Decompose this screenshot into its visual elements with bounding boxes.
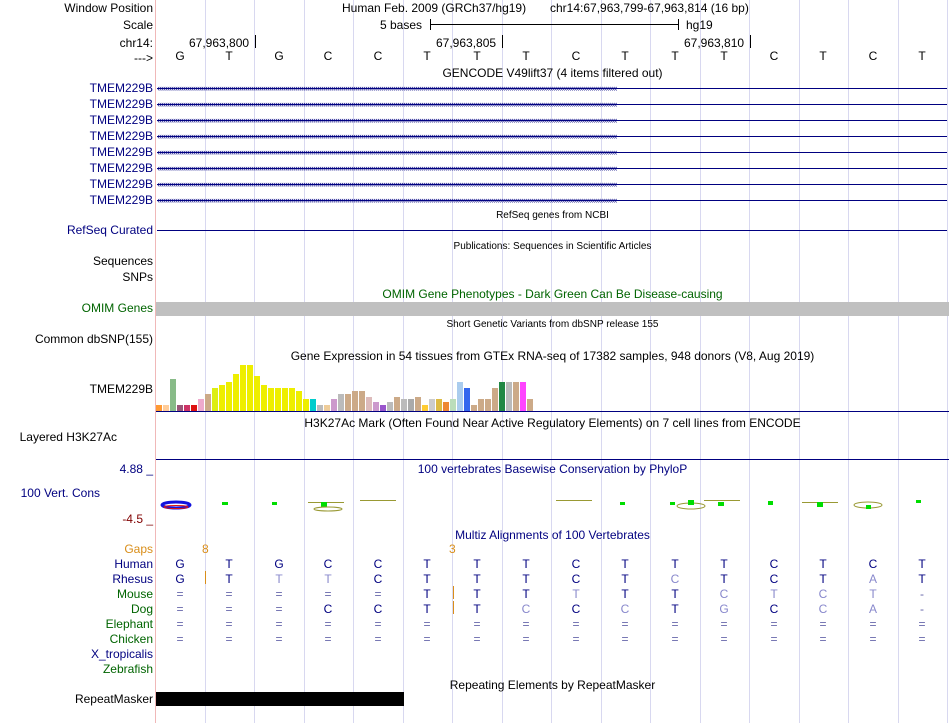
gtex-tissue-bar[interactable] <box>499 382 505 411</box>
alignment-base: = <box>225 587 233 601</box>
gtex-tissue-bar[interactable] <box>247 365 253 411</box>
gtex-tissue-bar[interactable] <box>198 399 204 411</box>
alignment-base: T <box>423 557 431 571</box>
species-label[interactable]: Human <box>114 557 153 571</box>
omim-gene-bar[interactable] <box>156 302 949 316</box>
strand-chevrons: ‹‹‹‹‹‹‹‹‹‹‹‹‹‹‹‹‹‹‹‹‹‹‹‹‹‹‹‹‹‹‹‹‹‹‹‹‹‹‹‹‹‹‹‹‹‹‹‹‹‹‹‹‹‹‹‹‹‹‹‹‹‹‹‹‹‹‹‹‹‹‹‹‹‹‹‹‹‹‹‹‹‹‹‹‹‹‹‹‹‹‹‹‹‹‹‹‹‹‹‹‹‹‹‹‹‹‹‹‹‹‹‹‹‹‹‹‹‹‹‹‹‹‹‹‹‹‹‹‹‹‹‹‹‹‹‹‹‹‹‹‹‹‹‹‹‹‹‹‹‹‹‹‹‹‹‹‹‹‹‹‹‹‹‹‹‹‹‹‹‹‹‹‹‹‹‹‹‹‹‹‹‹‹‹‹‹‹‹‹‹‹‹‹‹‹‹‹‹‹‹‹‹‹‹‹‹‹‹‹‹‹‹‹‹‹‹‹‹‹‹‹‹‹‹‹‹‹‹‹‹ <box>157 163 617 173</box>
alignment-base: = <box>720 632 728 646</box>
gencode-item-label[interactable]: TMEM229B <box>89 97 153 111</box>
phylop-track-graph[interactable] <box>156 492 949 516</box>
gtex-tissue-bar[interactable] <box>366 397 372 411</box>
scale-label: Scale <box>122 18 153 32</box>
alignment-base: T <box>522 587 530 601</box>
alignment-base: T <box>918 557 926 571</box>
base-letter: T <box>819 49 827 63</box>
omim-track-title: OMIM Gene Phenotypes - Dark Green Can Be Disease-causing <box>382 287 723 301</box>
gencode-item-label[interactable]: TMEM229B <box>89 113 153 127</box>
alignment-base: C <box>571 572 581 586</box>
alignment-base: T <box>522 557 530 571</box>
base-letter: C <box>323 49 333 63</box>
snps-label[interactable]: SNPs <box>122 270 153 284</box>
alignment-base: G <box>719 602 729 616</box>
alignment-base: C <box>373 602 383 616</box>
gtex-tissue-bar[interactable] <box>492 388 498 411</box>
sequences-label[interactable]: Sequences <box>92 254 153 268</box>
alignment-base: T <box>720 572 728 586</box>
gtex-tissue-bar[interactable] <box>373 402 379 411</box>
alignment-base: T <box>621 572 629 586</box>
strand-chevrons: ‹‹‹‹‹‹‹‹‹‹‹‹‹‹‹‹‹‹‹‹‹‹‹‹‹‹‹‹‹‹‹‹‹‹‹‹‹‹‹‹‹‹‹‹‹‹‹‹‹‹‹‹‹‹‹‹‹‹‹‹‹‹‹‹‹‹‹‹‹‹‹‹‹‹‹‹‹‹‹‹‹‹‹‹‹‹‹‹‹‹‹‹‹‹‹‹‹‹‹‹‹‹‹‹‹‹‹‹‹‹‹‹‹‹‹‹‹‹‹‹‹‹‹‹‹‹‹‹‹‹‹‹‹‹‹‹‹‹‹‹‹‹‹‹‹‹‹‹‹‹‹‹‹‹‹‹‹‹‹‹‹‹‹‹‹‹‹‹‹‹‹‹‹‹‹‹‹‹‹‹‹‹‹‹‹‹‹‹‹‹‹‹‹‹‹‹‹‹‹‹‹‹‹‹‹‹‹‹‹‹‹‹‹‹‹‹‹‹‹‹‹‹‹‹‹‹‹‹‹‹ <box>157 131 617 141</box>
multiz-track-title: Multiz Alignments of 100 Vertebrates <box>455 528 650 542</box>
alignment-base: T <box>621 557 629 571</box>
gtex-tissue-bar[interactable] <box>359 391 365 411</box>
insertion-mark <box>205 571 206 584</box>
strand-chevrons: ‹‹‹‹‹‹‹‹‹‹‹‹‹‹‹‹‹‹‹‹‹‹‹‹‹‹‹‹‹‹‹‹‹‹‹‹‹‹‹‹‹‹‹‹‹‹‹‹‹‹‹‹‹‹‹‹‹‹‹‹‹‹‹‹‹‹‹‹‹‹‹‹‹‹‹‹‹‹‹‹‹‹‹‹‹‹‹‹‹‹‹‹‹‹‹‹‹‹‹‹‹‹‹‹‹‹‹‹‹‹‹‹‹‹‹‹‹‹‹‹‹‹‹‹‹‹‹‹‹‹‹‹‹‹‹‹‹‹‹‹‹‹‹‹‹‹‹‹‹‹‹‹‹‹‹‹‹‹‹‹‹‹‹‹‹‹‹‹‹‹‹‹‹‹‹‹‹‹‹‹‹‹‹‹‹‹‹‹‹‹‹‹‹‹‹‹‹‹‹‹‹‹‹‹‹‹‹‹‹‹‹‹‹‹‹‹‹‹‹‹‹‹‹‹‹‹‹‹‹‹ <box>157 115 617 125</box>
gtex-tissue-bar[interactable] <box>450 399 456 411</box>
gap-count: 3 <box>449 542 456 556</box>
gencode-item-label[interactable]: TMEM229B <box>89 177 153 191</box>
alignment-base: = <box>770 617 778 631</box>
alignment-base: T <box>275 572 283 586</box>
base-letter: T <box>720 49 728 63</box>
gtex-tissue-bar[interactable] <box>415 397 421 411</box>
refseq-gene-line[interactable] <box>157 230 947 231</box>
alignment-base: = <box>275 632 283 646</box>
base-letter: T <box>621 49 629 63</box>
gencode-track-title: GENCODE V49lift37 (4 items filtered out) <box>442 66 663 80</box>
alignment-base: T <box>423 587 431 601</box>
phylop-mark <box>620 502 625 505</box>
alignment-base: T <box>522 572 530 586</box>
gtex-tissue-bar[interactable] <box>513 382 519 411</box>
gtex-tissue-bar[interactable] <box>527 399 533 411</box>
alignment-base: = <box>275 587 283 601</box>
gtex-bar-chart[interactable] <box>156 363 949 411</box>
insertion-mark <box>453 601 454 614</box>
gtex-tissue-bar[interactable] <box>296 391 302 411</box>
phylop-min-label: -4.5 _ <box>122 512 153 526</box>
base-letter: C <box>571 49 581 63</box>
alignment-base: = <box>621 617 629 631</box>
alignment-base: = <box>324 617 332 631</box>
alignment-base: = <box>176 602 184 616</box>
position-text[interactable]: chr14:67,963,799-67,963,814 (16 bp) <box>550 1 749 15</box>
base-letter: T <box>522 49 530 63</box>
alignment-base: C <box>868 557 878 571</box>
alignment-base: = <box>374 617 382 631</box>
assembly-title[interactable]: Human Feb. 2009 (GRCh37/hg19) <box>342 1 527 15</box>
phylop-mark <box>866 505 871 509</box>
alignment-base: = <box>225 617 233 631</box>
alignment-base: = <box>918 617 926 631</box>
base-letter: C <box>373 49 383 63</box>
h3k27ac-baseline <box>156 459 949 460</box>
alignment-base: T <box>671 587 679 601</box>
alignment-base: = <box>275 617 283 631</box>
species-label[interactable]: Dog <box>130 602 153 616</box>
alignment-base: = <box>869 617 877 631</box>
alignment-base: A <box>868 602 877 616</box>
base-letter: G <box>175 49 185 63</box>
species-label[interactable]: Zebrafish <box>102 662 153 676</box>
omim-track-label[interactable]: OMIM Genes <box>81 301 153 315</box>
coord-tick-label: 67,963,800 <box>189 36 250 50</box>
phylop-mark <box>718 502 724 506</box>
phylop-mark <box>222 502 228 505</box>
alignment-base: = <box>275 602 283 616</box>
coord-tick <box>255 35 256 48</box>
gtex-tissue-bar[interactable] <box>345 394 351 411</box>
alignment-base: = <box>918 632 926 646</box>
base-letter: T <box>671 49 679 63</box>
gtex-tissue-bar[interactable] <box>401 399 407 411</box>
gtex-track-label[interactable]: TMEM229B <box>89 382 153 396</box>
coord-tick-label: 67,963,810 <box>684 36 745 50</box>
gtex-tissue-bar[interactable] <box>303 399 309 411</box>
scale-bar <box>430 24 678 25</box>
strand-chevrons: ‹‹‹‹‹‹‹‹‹‹‹‹‹‹‹‹‹‹‹‹‹‹‹‹‹‹‹‹‹‹‹‹‹‹‹‹‹‹‹‹‹‹‹‹‹‹‹‹‹‹‹‹‹‹‹‹‹‹‹‹‹‹‹‹‹‹‹‹‹‹‹‹‹‹‹‹‹‹‹‹‹‹‹‹‹‹‹‹‹‹‹‹‹‹‹‹‹‹‹‹‹‹‹‹‹‹‹‹‹‹‹‹‹‹‹‹‹‹‹‹‹‹‹‹‹‹‹‹‹‹‹‹‹‹‹‹‹‹‹‹‹‹‹‹‹‹‹‹‹‹‹‹‹‹‹‹‹‹‹‹‹‹‹‹‹‹‹‹‹‹‹‹‹‹‹‹‹‹‹‹‹‹‹‹‹‹‹‹‹‹‹‹‹‹‹‹‹‹‹‹‹‹‹‹‹‹‹‹‹‹‹‹‹‹‹‹‹‹‹‹‹‹‹‹‹‹‹‹‹‹ <box>157 147 617 157</box>
coord-tick-label: 67,963,805 <box>436 36 497 50</box>
alignment-base: T <box>869 587 877 601</box>
alignment-base: C <box>719 587 729 601</box>
gaps-label: Gaps <box>124 542 153 556</box>
alignment-base: T <box>473 572 481 586</box>
gencode-item-label[interactable]: TMEM229B <box>89 161 153 175</box>
alignment-base: C <box>323 557 333 571</box>
base-letter: T <box>423 49 431 63</box>
base-letter: T <box>225 49 233 63</box>
gap-count: 8 <box>202 542 209 556</box>
gtex-tissue-bar[interactable] <box>429 399 435 411</box>
phylop-mark <box>768 501 773 505</box>
species-label[interactable]: Elephant <box>105 617 153 631</box>
phylop-mark <box>272 502 277 505</box>
species-label[interactable]: Mouse <box>116 587 153 601</box>
phylop-track-label[interactable]: 100 Vert. Cons <box>20 486 100 500</box>
gtex-tissue-bar[interactable] <box>443 402 449 411</box>
gtex-tissue-bar[interactable] <box>331 399 337 411</box>
alignment-base: G <box>274 557 284 571</box>
phylop-mark <box>817 502 823 507</box>
alignment-base: = <box>423 617 431 631</box>
gtex-tissue-bar[interactable] <box>436 399 442 411</box>
gtex-tissue-bar[interactable] <box>240 365 246 411</box>
alignment-base: = <box>225 602 233 616</box>
gtex-tissue-bar[interactable] <box>212 388 218 411</box>
gtex-tissue-bar[interactable] <box>275 388 281 411</box>
gencode-item-label[interactable]: TMEM229B <box>89 193 153 207</box>
alignment-base: T <box>918 572 926 586</box>
base-letter: T <box>918 49 926 63</box>
gtex-tissue-bar[interactable] <box>233 374 239 411</box>
refseq-track-title: RefSeq genes from NCBI <box>496 210 609 221</box>
alignment-base: C <box>620 602 630 616</box>
gtex-tissue-bar[interactable] <box>261 385 267 411</box>
gtex-tissue-bar[interactable] <box>485 399 491 411</box>
scale-db: hg19 <box>686 18 713 32</box>
phylop-mark <box>688 500 694 505</box>
gencode-item-label[interactable]: TMEM229B <box>89 129 153 143</box>
alignment-base: C <box>769 602 779 616</box>
alignment-base: = <box>572 617 580 631</box>
gtex-tissue-bar[interactable] <box>457 382 463 411</box>
alignment-base: T <box>720 557 728 571</box>
alignment-base: C <box>818 602 828 616</box>
gtex-tissue-bar[interactable] <box>506 382 512 411</box>
alignment-base: C <box>323 602 333 616</box>
alignment-base: G <box>175 557 185 571</box>
alignment-base: = <box>819 617 827 631</box>
alignment-base: = <box>176 632 184 646</box>
alignment-base: C <box>818 587 828 601</box>
alignment-base: T <box>324 572 332 586</box>
phylop-mark <box>556 500 592 501</box>
alignment-base: = <box>225 632 233 646</box>
alignment-base: T <box>225 557 233 571</box>
gtex-tissue-bar[interactable] <box>219 385 225 411</box>
gtex-tissue-bar[interactable] <box>408 399 414 411</box>
gtex-tissue-bar[interactable] <box>352 391 358 411</box>
scale-text: 5 bases <box>380 18 423 32</box>
alignment-base: = <box>324 587 332 601</box>
phylop-mark <box>704 500 740 501</box>
gtex-track-title: Gene Expression in 54 tissues from GTEx RNA-seq of 17382 samples, 948 donors (V8, Aug 2019) <box>290 349 815 363</box>
alignment-base: T <box>225 572 233 586</box>
species-label[interactable]: Chicken <box>109 632 153 646</box>
coord-tick <box>502 35 503 48</box>
alignment-base: C <box>571 557 581 571</box>
dbsnp-track-title: Short Genetic Variants from dbSNP release 155 <box>446 319 659 330</box>
repeatmasker-track-label[interactable]: RepeatMasker <box>74 692 153 706</box>
repeatmasker-track-title: Repeating Elements by RepeatMasker <box>449 678 656 692</box>
phylop-track-title: 100 vertebrates Basewise Conservation by PhyloP <box>417 462 688 476</box>
species-label[interactable]: X_tropicalis <box>90 647 153 661</box>
alignment-base: = <box>720 617 728 631</box>
gtex-tissue-bar[interactable] <box>338 394 344 411</box>
strand-chevrons: ‹‹‹‹‹‹‹‹‹‹‹‹‹‹‹‹‹‹‹‹‹‹‹‹‹‹‹‹‹‹‹‹‹‹‹‹‹‹‹‹‹‹‹‹‹‹‹‹‹‹‹‹‹‹‹‹‹‹‹‹‹‹‹‹‹‹‹‹‹‹‹‹‹‹‹‹‹‹‹‹‹‹‹‹‹‹‹‹‹‹‹‹‹‹‹‹‹‹‹‹‹‹‹‹‹‹‹‹‹‹‹‹‹‹‹‹‹‹‹‹‹‹‹‹‹‹‹‹‹‹‹‹‹‹‹‹‹‹‹‹‹‹‹‹‹‹‹‹‹‹‹‹‹‹‹‹‹‹‹‹‹‹‹‹‹‹‹‹‹‹‹‹‹‹‹‹‹‹‹‹‹‹‹‹‹‹‹‹‹‹‹‹‹‹‹‹‹‹‹‹‹‹‹‹‹‹‹‹‹‹‹‹‹‹‹‹‹‹‹‹‹‹‹‹‹‹‹‹‹‹ <box>157 99 617 109</box>
alignment-base: = <box>671 617 679 631</box>
gtex-tissue-bar[interactable] <box>310 399 316 411</box>
gtex-baseline <box>156 411 949 412</box>
alignment-base: C <box>373 557 383 571</box>
base-letter: C <box>769 49 779 63</box>
alignment-base: C <box>521 602 531 616</box>
publications-track-title: Publications: Sequences in Scientific Articles <box>453 241 652 252</box>
alignment-base: - <box>920 602 924 616</box>
h3k27ac-track-label[interactable]: Layered H3K27Ac <box>19 430 117 444</box>
alignment-base: T <box>473 587 481 601</box>
alignment-base: C <box>571 602 581 616</box>
gencode-item-label[interactable]: TMEM229B <box>89 81 153 95</box>
chrom-label: chr14: <box>119 36 153 50</box>
alignment-base: T <box>572 587 580 601</box>
alignment-base: C <box>769 557 779 571</box>
phylop-mark <box>321 502 327 507</box>
species-label[interactable]: Rhesus <box>112 572 153 586</box>
alignment-base: T <box>423 572 431 586</box>
alignment-base: T <box>423 602 431 616</box>
gtex-tissue-bar[interactable] <box>394 397 400 411</box>
scale-bar-right-tick <box>678 19 679 30</box>
repeatmasker-element[interactable] <box>156 692 404 706</box>
alignment-base: = <box>473 632 481 646</box>
alignment-base: = <box>423 632 431 646</box>
phylop-mark <box>360 500 396 501</box>
alignment-base: = <box>522 632 530 646</box>
strand-chevrons: ‹‹‹‹‹‹‹‹‹‹‹‹‹‹‹‹‹‹‹‹‹‹‹‹‹‹‹‹‹‹‹‹‹‹‹‹‹‹‹‹‹‹‹‹‹‹‹‹‹‹‹‹‹‹‹‹‹‹‹‹‹‹‹‹‹‹‹‹‹‹‹‹‹‹‹‹‹‹‹‹‹‹‹‹‹‹‹‹‹‹‹‹‹‹‹‹‹‹‹‹‹‹‹‹‹‹‹‹‹‹‹‹‹‹‹‹‹‹‹‹‹‹‹‹‹‹‹‹‹‹‹‹‹‹‹‹‹‹‹‹‹‹‹‹‹‹‹‹‹‹‹‹‹‹‹‹‹‹‹‹‹‹‹‹‹‹‹‹‹‹‹‹‹‹‹‹‹‹‹‹‹‹‹‹‹‹‹‹‹‹‹‹‹‹‹‹‹‹‹‹‹‹‹‹‹‹‹‹‹‹‹‹‹‹‹‹‹‹‹‹‹‹‹‹‹‹‹‹‹‹ <box>157 195 617 205</box>
gtex-tissue-bar[interactable] <box>268 388 274 411</box>
gtex-tissue-bar[interactable] <box>464 388 470 411</box>
alignment-base: A <box>868 572 877 586</box>
phylop-mark <box>916 500 921 503</box>
alignment-base: = <box>522 617 530 631</box>
alignment-base: = <box>819 632 827 646</box>
alignment-base: = <box>374 632 382 646</box>
alignment-base: = <box>621 632 629 646</box>
alignment-base: = <box>473 617 481 631</box>
alignment-base: = <box>869 632 877 646</box>
alignment-base: = <box>572 632 580 646</box>
gtex-tissue-bar[interactable] <box>226 382 232 411</box>
phylop-max-label: 4.88 _ <box>119 462 153 476</box>
alignment-base: = <box>176 617 184 631</box>
alignment-base: G <box>175 572 185 586</box>
alignment-base: C <box>670 572 680 586</box>
coord-tick <box>750 35 751 48</box>
gtex-tissue-bar[interactable] <box>170 379 176 411</box>
dbsnp-track-label[interactable]: Common dbSNP(155) <box>34 332 153 346</box>
alignment-base: = <box>374 587 382 601</box>
alignment-base: - <box>920 587 924 601</box>
gtex-tissue-bar[interactable] <box>282 388 288 411</box>
alignment-base: T <box>473 602 481 616</box>
alignment-base: = <box>770 632 778 646</box>
gtex-tissue-bar[interactable] <box>289 388 295 411</box>
strand-chevrons: ‹‹‹‹‹‹‹‹‹‹‹‹‹‹‹‹‹‹‹‹‹‹‹‹‹‹‹‹‹‹‹‹‹‹‹‹‹‹‹‹‹‹‹‹‹‹‹‹‹‹‹‹‹‹‹‹‹‹‹‹‹‹‹‹‹‹‹‹‹‹‹‹‹‹‹‹‹‹‹‹‹‹‹‹‹‹‹‹‹‹‹‹‹‹‹‹‹‹‹‹‹‹‹‹‹‹‹‹‹‹‹‹‹‹‹‹‹‹‹‹‹‹‹‹‹‹‹‹‹‹‹‹‹‹‹‹‹‹‹‹‹‹‹‹‹‹‹‹‹‹‹‹‹‹‹‹‹‹‹‹‹‹‹‹‹‹‹‹‹‹‹‹‹‹‹‹‹‹‹‹‹‹‹‹‹‹‹‹‹‹‹‹‹‹‹‹‹‹‹‹‹‹‹‹‹‹‹‹‹‹‹‹‹‹‹‹‹‹‹‹‹‹‹‹‹‹‹‹‹‹ <box>157 83 617 93</box>
alignment-base: T <box>671 557 679 571</box>
insertion-mark <box>453 586 454 599</box>
h3k27ac-track-title: H3K27Ac Mark (Often Found Near Active Regulatory Elements) on 7 cell lines from ENCODE <box>304 416 801 430</box>
window-position-label: Window Position <box>64 1 153 15</box>
alignment-base: T <box>621 587 629 601</box>
strand-label: ---> <box>134 51 153 65</box>
alignment-base: C <box>769 572 779 586</box>
alignment-base: T <box>473 557 481 571</box>
base-letter: C <box>868 49 878 63</box>
gtex-tissue-bar[interactable] <box>254 376 260 411</box>
gencode-item-label[interactable]: TMEM229B <box>89 145 153 159</box>
base-letter: G <box>274 49 284 63</box>
gtex-tissue-bar[interactable] <box>387 402 393 411</box>
refseq-track-label[interactable]: RefSeq Curated <box>66 223 153 237</box>
alignment-base: T <box>819 572 827 586</box>
phylop-mark <box>314 507 342 511</box>
gtex-tissue-bar[interactable] <box>478 399 484 411</box>
alignment-base: T <box>819 557 827 571</box>
base-letter: T <box>473 49 481 63</box>
phylop-mark <box>670 502 675 505</box>
alignment-base: T <box>671 602 679 616</box>
alignment-base: T <box>770 587 778 601</box>
alignment-base: C <box>373 572 383 586</box>
gtex-tissue-bar[interactable] <box>205 394 211 411</box>
strand-chevrons: ‹‹‹‹‹‹‹‹‹‹‹‹‹‹‹‹‹‹‹‹‹‹‹‹‹‹‹‹‹‹‹‹‹‹‹‹‹‹‹‹‹‹‹‹‹‹‹‹‹‹‹‹‹‹‹‹‹‹‹‹‹‹‹‹‹‹‹‹‹‹‹‹‹‹‹‹‹‹‹‹‹‹‹‹‹‹‹‹‹‹‹‹‹‹‹‹‹‹‹‹‹‹‹‹‹‹‹‹‹‹‹‹‹‹‹‹‹‹‹‹‹‹‹‹‹‹‹‹‹‹‹‹‹‹‹‹‹‹‹‹‹‹‹‹‹‹‹‹‹‹‹‹‹‹‹‹‹‹‹‹‹‹‹‹‹‹‹‹‹‹‹‹‹‹‹‹‹‹‹‹‹‹‹‹‹‹‹‹‹‹‹‹‹‹‹‹‹‹‹‹‹‹‹‹‹‹‹‹‹‹‹‹‹‹‹‹‹‹‹‹‹‹‹‹‹‹‹‹‹‹ <box>157 179 617 189</box>
gtex-tissue-bar[interactable] <box>520 382 526 411</box>
alignment-base: = <box>671 632 679 646</box>
alignment-base: = <box>176 587 184 601</box>
alignment-base: = <box>324 632 332 646</box>
